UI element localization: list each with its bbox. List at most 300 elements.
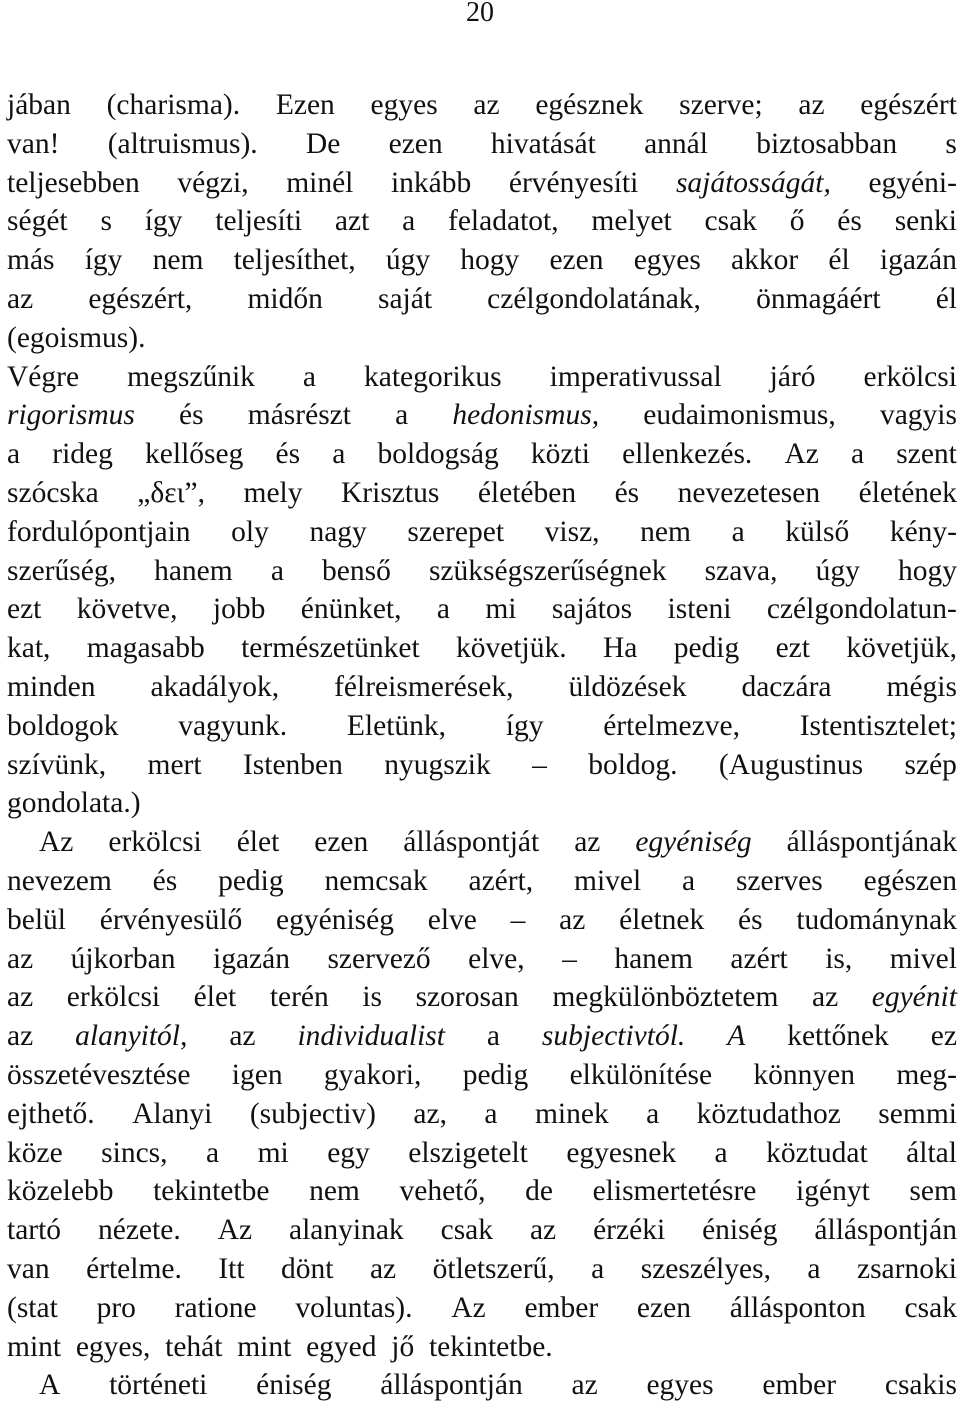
- word: az: [574, 826, 601, 859]
- word: (Augustinus: [718, 748, 864, 781]
- word: úgy: [385, 244, 431, 277]
- word: egyes,: [75, 1330, 151, 1363]
- word: és: [614, 476, 640, 509]
- text-line: [7, 862, 957, 901]
- word: ségét: [7, 205, 68, 238]
- word: „δει”,: [137, 476, 206, 509]
- word: (stat: [7, 1291, 58, 1324]
- text-line: [7, 1056, 957, 1095]
- text-line: [7, 241, 957, 280]
- word: állásponton: [729, 1291, 866, 1324]
- word: az: [7, 282, 34, 315]
- word: igényt: [796, 1175, 870, 1208]
- word: voluntas).: [295, 1291, 413, 1324]
- word: Ha: [602, 632, 638, 665]
- word: biztosabban: [756, 127, 898, 160]
- word: a: [807, 1252, 821, 1285]
- word: így: [84, 244, 123, 277]
- word: a: [302, 360, 316, 393]
- word: szép: [904, 748, 957, 781]
- word: kellőseg: [145, 438, 244, 471]
- word: fordulópontjain: [7, 515, 191, 548]
- word: életnek: [619, 903, 705, 936]
- word: dönt: [281, 1252, 334, 1285]
- word: azért: [730, 942, 788, 975]
- word: álláspontján: [814, 1214, 957, 1247]
- word: elkülönítése: [569, 1058, 713, 1091]
- word: mégis: [886, 670, 957, 703]
- word: egyed: [306, 1330, 377, 1363]
- word: erkölcsi: [863, 360, 957, 393]
- word: álláspontjának: [786, 826, 957, 859]
- word: minél: [286, 166, 354, 199]
- word: kategorikus: [363, 360, 502, 393]
- word: egyéniség: [276, 903, 394, 936]
- text-line: [7, 746, 957, 785]
- word: Eletünk,: [346, 709, 447, 742]
- word: Istenben: [242, 748, 343, 781]
- word: ezen: [549, 244, 604, 277]
- word: alanyitól,: [75, 1020, 188, 1053]
- word: üldözések: [568, 670, 687, 703]
- word: mint: [7, 1330, 62, 1363]
- word: mivel: [889, 942, 957, 975]
- word: Az: [784, 438, 819, 471]
- text-line: [7, 513, 957, 552]
- text-line: [7, 202, 957, 241]
- text-line: [7, 823, 957, 862]
- word: tudománynak: [796, 903, 957, 936]
- word: csak: [704, 205, 757, 238]
- word: a: [484, 1097, 498, 1130]
- word: sajátosságát,: [675, 166, 831, 199]
- word: ember: [524, 1291, 599, 1324]
- dash: –: [510, 903, 526, 936]
- word: van: [7, 1252, 50, 1285]
- word: érvényesíti: [508, 166, 639, 199]
- word: értelmezve,: [603, 709, 740, 742]
- word: ötletszerű,: [432, 1252, 555, 1285]
- word: A: [727, 1020, 746, 1053]
- word: kat,: [7, 632, 51, 665]
- word: Az: [451, 1291, 486, 1324]
- word: szerve;: [679, 89, 763, 121]
- word: tehát: [165, 1330, 223, 1363]
- word: terén: [269, 981, 329, 1014]
- text-line: [7, 125, 957, 164]
- word: azért,: [468, 864, 534, 897]
- text-line: [7, 1250, 957, 1289]
- text-line: [7, 1328, 957, 1367]
- word: Krisztus: [341, 476, 440, 509]
- word: elve,: [468, 942, 525, 975]
- word: egyes: [646, 1369, 714, 1402]
- word: vagyis: [879, 399, 957, 432]
- body-text: [7, 86, 957, 1405]
- word: egésznek: [535, 89, 644, 121]
- word: individualist: [297, 1020, 445, 1053]
- text-line: [7, 1211, 957, 1250]
- word: is,: [825, 942, 853, 975]
- word: csak: [440, 1214, 494, 1247]
- word: a: [731, 515, 745, 548]
- word: szerepet: [407, 515, 505, 548]
- word: nevezetesen: [677, 476, 821, 509]
- word: szívünk,: [7, 748, 107, 781]
- word: Az: [217, 1214, 253, 1247]
- word: mert: [147, 748, 202, 781]
- word: az: [7, 1020, 34, 1053]
- word: nem: [152, 244, 204, 277]
- word: boldogok: [7, 709, 119, 742]
- text-line: [7, 1366, 957, 1405]
- word: a: [436, 593, 450, 626]
- word: csak: [904, 1291, 957, 1324]
- word: a: [646, 1097, 660, 1130]
- text-line: [7, 396, 957, 435]
- word: pro: [96, 1291, 136, 1324]
- word: az: [369, 1252, 397, 1285]
- word: Istentisztelet;: [799, 709, 957, 742]
- word: annál: [644, 127, 708, 160]
- word: könnyen: [753, 1058, 856, 1091]
- word: ratione: [174, 1291, 257, 1324]
- word: közti: [530, 438, 590, 471]
- word: mint: [237, 1330, 292, 1363]
- word: szorosan: [415, 981, 519, 1014]
- word: akkor: [731, 244, 799, 277]
- word: oly: [231, 515, 269, 548]
- word: szerves: [735, 864, 823, 897]
- word: hogy: [897, 554, 957, 587]
- word: életében: [477, 476, 577, 509]
- word: a: [486, 1020, 500, 1053]
- word: magasabb: [86, 632, 205, 665]
- word: a: [682, 864, 696, 897]
- word: álláspontján: [380, 1369, 523, 1402]
- text-line: [7, 1095, 957, 1134]
- word: sem: [909, 1175, 957, 1208]
- word: köztudat: [766, 1136, 868, 1169]
- word: nemcsak: [324, 864, 428, 897]
- word: az: [473, 89, 500, 121]
- text-line: [7, 280, 957, 319]
- text-line: [7, 474, 957, 513]
- word: a: [714, 1136, 728, 1169]
- word: él: [935, 282, 957, 315]
- word: ember: [762, 1369, 837, 1402]
- word: erkölcsi: [108, 826, 202, 859]
- word: megszűnik: [127, 360, 255, 393]
- word: azt: [334, 205, 370, 238]
- word: teljesíthet,: [233, 244, 356, 277]
- word: követjük.: [455, 632, 567, 665]
- word: gondolata.): [7, 787, 141, 820]
- word: szükségszerűségnek: [428, 554, 667, 587]
- word: élet: [236, 826, 280, 859]
- word: és: [179, 399, 204, 432]
- word: egészért: [860, 89, 957, 121]
- word: visz,: [544, 515, 600, 548]
- word: szava,: [704, 554, 778, 587]
- word: melyet: [591, 205, 672, 238]
- word: Alanyi: [132, 1097, 213, 1130]
- word: kény-: [889, 515, 957, 548]
- word: subjectivtól.: [541, 1020, 686, 1053]
- word: követve,: [76, 593, 178, 626]
- text-line: [7, 901, 957, 940]
- word: a: [402, 205, 416, 238]
- word: rideg: [52, 438, 113, 471]
- text-line: [7, 1134, 957, 1173]
- word: s: [945, 127, 957, 160]
- word: Az: [39, 826, 74, 859]
- word: végzi,: [177, 166, 249, 199]
- word: tekintetbe.: [428, 1330, 553, 1363]
- word: inkább: [390, 166, 472, 199]
- word: szerűség,: [7, 554, 116, 587]
- word: az: [529, 1214, 557, 1247]
- word: egyénit: [871, 981, 957, 1014]
- word: pedig: [462, 1058, 529, 1091]
- word: van!: [7, 127, 60, 160]
- word: és: [837, 205, 862, 238]
- word: ejthető.: [7, 1097, 95, 1130]
- word: ő: [789, 205, 805, 238]
- page-number: 20: [466, 0, 494, 28]
- text-line: [7, 1289, 957, 1328]
- word: minden: [7, 670, 96, 703]
- text-line: [7, 629, 957, 668]
- word: a: [851, 438, 865, 471]
- text-line: [7, 319, 957, 358]
- word: a: [270, 554, 284, 587]
- word: és: [152, 864, 178, 897]
- text-line: [7, 668, 957, 707]
- word: az: [571, 1369, 598, 1402]
- word: ezt: [7, 593, 42, 626]
- word: pedig: [673, 632, 740, 665]
- word: nem: [309, 1175, 360, 1208]
- word: elismertetésre: [592, 1175, 757, 1208]
- word: egy: [327, 1136, 370, 1169]
- word: szervező: [327, 942, 431, 975]
- word: jobb: [212, 593, 266, 626]
- word: Végre: [7, 360, 80, 393]
- word: egyéni-: [868, 166, 957, 199]
- word: így: [144, 205, 183, 238]
- word: a: [7, 438, 21, 471]
- word: által: [906, 1136, 957, 1169]
- word: az: [229, 1020, 256, 1053]
- word: köztudathoz: [696, 1097, 841, 1130]
- text-line: [7, 86, 957, 125]
- word: egészért,: [88, 282, 193, 315]
- word: egyes: [370, 89, 438, 121]
- word: (altruismus).: [107, 127, 258, 160]
- word: (subjectiv): [249, 1097, 376, 1130]
- word: minek: [534, 1097, 609, 1130]
- word: egyes: [633, 244, 701, 277]
- word: s: [100, 205, 112, 238]
- word: hanem: [154, 554, 233, 587]
- word: összetévesztése: [7, 1058, 191, 1091]
- word: boldogság: [377, 438, 499, 471]
- word: nem: [640, 515, 691, 548]
- word: is: [362, 981, 383, 1014]
- word: belül: [7, 903, 66, 936]
- word: egyéniség: [635, 826, 752, 859]
- word: természetünket: [241, 632, 420, 665]
- word: mivel: [574, 864, 642, 897]
- word: közelebb: [7, 1175, 114, 1208]
- word: és: [738, 903, 763, 936]
- word: Ezen: [275, 89, 335, 121]
- word: történeti: [109, 1369, 208, 1402]
- word: életének: [858, 476, 957, 509]
- word: benső: [322, 554, 391, 587]
- word: elszigetelt: [408, 1136, 528, 1169]
- word: mely: [243, 476, 303, 509]
- word: imperativussal: [549, 360, 722, 393]
- word: egyesnek: [566, 1136, 677, 1169]
- word: szent: [896, 438, 957, 471]
- word: sajátos: [551, 593, 633, 626]
- word: ez: [930, 1020, 957, 1053]
- word: tekintetbe: [153, 1175, 270, 1208]
- word: jő: [391, 1330, 415, 1363]
- word: ezen: [636, 1291, 691, 1324]
- word: mi: [485, 593, 517, 626]
- word: ezen: [314, 826, 369, 859]
- word: a: [206, 1136, 220, 1169]
- text-line: [7, 358, 957, 397]
- word: mi: [257, 1136, 289, 1169]
- word: nyugszik: [384, 748, 491, 781]
- text-line: [7, 164, 957, 203]
- word: érvényesülő: [99, 903, 243, 936]
- word: éniség: [702, 1214, 778, 1247]
- text-line: [7, 978, 957, 1017]
- word: eudaimonismus,: [643, 399, 836, 432]
- word: isteni: [667, 593, 732, 626]
- text-line: [7, 1172, 957, 1211]
- word: énünket,: [300, 593, 402, 626]
- word: és: [275, 438, 301, 471]
- word: szeszélyes,: [640, 1252, 771, 1285]
- word: czélgondolatun-: [766, 593, 957, 626]
- word: daczára: [741, 670, 832, 703]
- word: kettőnek: [787, 1020, 889, 1053]
- text-line: [7, 707, 957, 746]
- word: egészen: [863, 864, 957, 897]
- word: igen: [231, 1058, 283, 1091]
- word: saját: [377, 282, 433, 315]
- word: midőn: [247, 282, 323, 315]
- dash: –: [562, 942, 577, 975]
- word: érzéki: [593, 1214, 666, 1247]
- word: álláspontját: [403, 826, 540, 859]
- word: (egoismus).: [7, 321, 146, 354]
- word: teljesebben: [7, 166, 140, 199]
- word: a: [332, 438, 346, 471]
- word: az: [559, 903, 586, 936]
- word: meg-: [896, 1058, 957, 1091]
- word: boldog.: [588, 748, 678, 781]
- word: zsarnoki: [856, 1252, 957, 1285]
- word: de: [525, 1175, 553, 1208]
- word: igazán: [879, 244, 957, 277]
- word: nevezem: [7, 864, 112, 897]
- word: elve: [427, 903, 477, 936]
- text-line: [7, 435, 957, 474]
- text-line: [7, 552, 957, 591]
- word: megkülönböztetem: [552, 981, 779, 1014]
- word: tartó: [7, 1214, 62, 1247]
- word: rigorismus: [7, 399, 135, 432]
- word: semmi: [878, 1097, 957, 1130]
- word: senki: [894, 205, 957, 238]
- word: czélgondolatának,: [487, 282, 701, 315]
- word: ezen: [388, 127, 443, 160]
- word: igazán: [213, 942, 290, 975]
- word: hanem: [614, 942, 693, 975]
- word: nézete.: [98, 1214, 181, 1247]
- word: a: [395, 399, 409, 432]
- word: újkorban: [70, 942, 176, 975]
- word: pedig: [218, 864, 284, 897]
- word: ellenkezés.: [622, 438, 753, 471]
- word: feladatot,: [448, 205, 559, 238]
- word: az: [798, 89, 825, 121]
- word: külső: [785, 515, 850, 548]
- word: élet: [193, 981, 237, 1014]
- word: vehető,: [399, 1175, 486, 1208]
- word: az: [7, 942, 34, 975]
- word: alanyinak: [288, 1214, 404, 1247]
- word: gyakori,: [323, 1058, 422, 1091]
- word: az,: [413, 1097, 447, 1130]
- word: nagy: [309, 515, 367, 548]
- word: az: [7, 981, 34, 1014]
- word: De: [305, 127, 341, 160]
- word: vagyunk.: [178, 709, 288, 742]
- word: másrészt: [247, 399, 351, 432]
- word: követjük,: [846, 632, 957, 665]
- word: így: [505, 709, 544, 742]
- word: él: [828, 244, 850, 277]
- word: értelme.: [86, 1252, 182, 1285]
- word: szócska: [7, 476, 99, 509]
- word: hivatását: [490, 127, 596, 160]
- word: éniség: [256, 1369, 332, 1402]
- word: Itt: [218, 1252, 245, 1285]
- word: köze: [7, 1136, 63, 1169]
- text-line: [7, 940, 957, 979]
- word: (charisma).: [106, 89, 241, 121]
- word: önmagáért: [756, 282, 881, 315]
- text-line: [7, 1017, 957, 1056]
- word: erkölcsi: [66, 981, 161, 1014]
- text-line: [7, 784, 957, 823]
- word: csakis: [884, 1369, 957, 1402]
- word: a: [591, 1252, 605, 1285]
- word: akadályok,: [150, 670, 280, 703]
- word: félreismerések,: [334, 670, 514, 703]
- word: járó: [769, 360, 816, 393]
- word: hedonismus,: [452, 399, 600, 432]
- word: más: [7, 244, 55, 277]
